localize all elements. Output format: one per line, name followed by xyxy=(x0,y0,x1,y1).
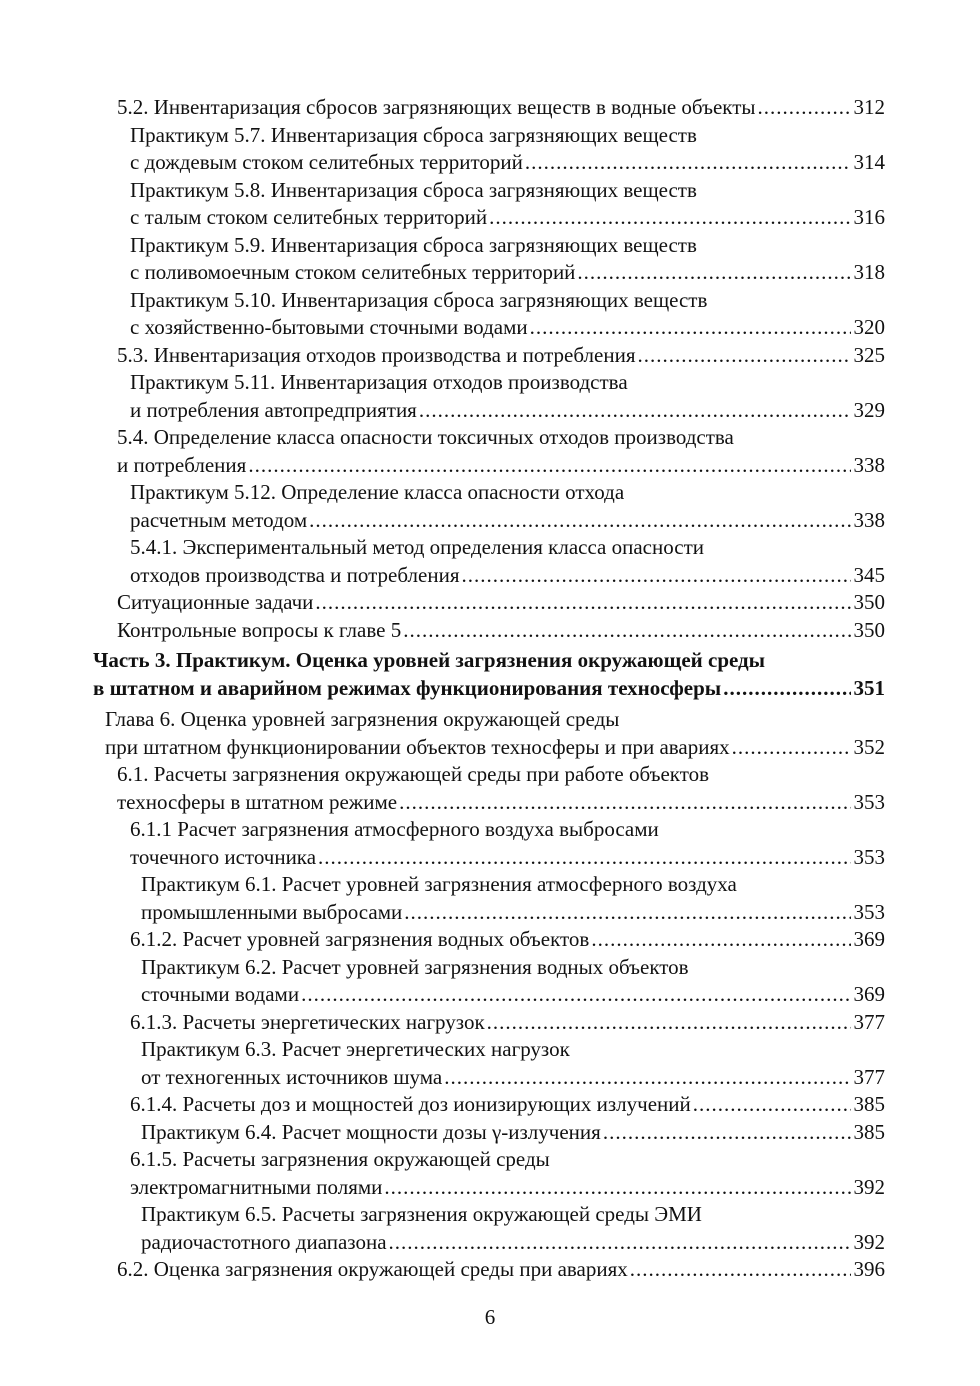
toc-entry[interactable] xyxy=(93,674,885,702)
toc-entry-title: промышленными выбросами xyxy=(141,899,403,924)
dot-leader xyxy=(757,93,850,121)
toc-page-number: 320 xyxy=(853,315,885,339)
dot-leader xyxy=(399,788,850,816)
toc-page-number: 352 xyxy=(853,734,885,759)
dot-leader xyxy=(591,925,850,953)
toc-entry[interactable] xyxy=(130,203,885,231)
toc-entry-line: 5.4. Определение класса опасности токсичных отходов производства xyxy=(117,425,734,449)
toc-entry[interactable] xyxy=(117,341,885,369)
dot-leader xyxy=(723,674,850,702)
toc-entry-title: расчетным методом xyxy=(130,507,308,532)
toc-entry-line: 6.1.5. Расчеты загрязнения окружающей среды xyxy=(130,1147,550,1171)
toc-page-number: 350 xyxy=(853,617,885,642)
toc-page-number: 392 xyxy=(853,1174,885,1199)
toc-entry[interactable] xyxy=(141,898,885,926)
toc-page-number: 353 xyxy=(853,789,885,814)
toc-entry-title: 5.2. Инвентаризация сбросов загрязняющих веществ в водные объекты xyxy=(117,95,756,119)
toc-entry-line: Практикум 5.9. Инвентаризация сброса загрязняющих веществ xyxy=(130,232,697,257)
dot-leader xyxy=(461,561,850,589)
dot-leader xyxy=(384,1173,850,1201)
toc-page-number: 312 xyxy=(853,95,885,119)
toc-entry-title: при штатном функционировании объектов техносферы и при авариях xyxy=(105,734,730,759)
toc-entry-title: сточными водами xyxy=(141,982,300,1006)
toc-entry-line: Практикум 5.11. Инвентаризация отходов производства xyxy=(130,370,628,394)
dot-leader xyxy=(732,733,851,761)
toc-entry[interactable] xyxy=(130,843,885,871)
dot-leader xyxy=(693,1090,851,1118)
toc-entry-line: 6.1.1 Расчет загрязнения атмосферного воздуха выбросами xyxy=(130,817,659,841)
page-number: 6 xyxy=(484,1305,496,1329)
toc-entry-title: с поливомоечным стоком селитебных территорий xyxy=(130,260,576,284)
dot-leader xyxy=(404,898,850,926)
toc-entry-title: 6.2. Оценка загрязнения окружающей среды при авариях xyxy=(117,1257,628,1281)
toc-entry-title: и потребления xyxy=(117,452,247,477)
dot-leader xyxy=(318,843,850,871)
dot-leader xyxy=(403,616,850,644)
dot-leader xyxy=(489,203,850,231)
toc-entry-title: отходов производства и потребления xyxy=(130,562,460,587)
toc-page-number: 314 xyxy=(853,150,885,174)
dot-leader xyxy=(301,980,850,1008)
toc-entry-line: Часть 3. Практикум. Оценка уровней загрязнения окружающей среды xyxy=(93,648,766,672)
toc-page-number: 396 xyxy=(853,1257,885,1281)
dot-leader xyxy=(577,258,850,286)
toc-entry[interactable] xyxy=(130,925,885,953)
toc-entry-title: 6.1.4. Расчеты доз и мощностей доз ионизирующих излучений xyxy=(130,1092,691,1116)
toc-entry-line: Практикум 5.7. Инвентаризация сброса загрязняющих веществ xyxy=(130,122,697,147)
toc-page-number: 385 xyxy=(853,1119,885,1144)
toc-entry-title: 5.3. Инвентаризация отходов производства и потребления xyxy=(117,342,636,367)
toc-entry[interactable] xyxy=(130,506,885,534)
toc-entry-title: точечного источника xyxy=(130,844,317,869)
toc-entry-title: с дождевым стоком селитебных территорий xyxy=(130,150,523,174)
dot-leader xyxy=(530,313,851,341)
dot-leader xyxy=(525,148,851,176)
toc-entry-line: Практикум 5.8. Инвентаризация сброса загрязняющих веществ xyxy=(130,177,697,202)
toc-entry-title: от техногенных источников шума xyxy=(141,1064,443,1089)
toc-entry[interactable] xyxy=(141,1063,885,1091)
toc-entry[interactable] xyxy=(117,93,885,121)
toc-page-number: 329 xyxy=(853,397,885,422)
toc-entry-line: Практикум 5.10. Инвентаризация сброса загрязняющих веществ xyxy=(130,287,708,312)
toc-entry-title: с хозяйственно-бытовыми сточными водами xyxy=(130,315,528,339)
toc-page-number: 353 xyxy=(853,844,885,869)
toc-page-number: 377 xyxy=(853,1064,885,1089)
toc-entry[interactable] xyxy=(117,616,885,644)
toc-page-number: 345 xyxy=(853,562,885,587)
toc-entry-title: Ситуационные задачи xyxy=(117,590,314,614)
toc-entry-title: техносферы в штатном режиме xyxy=(117,789,398,814)
toc-entry-line: Практикум 6.3. Расчет энергетических нагрузок xyxy=(141,1037,570,1061)
toc-page-number: 325 xyxy=(853,342,885,367)
toc-entry[interactable] xyxy=(141,1118,885,1146)
toc-entry-title: радиочастотного диапазона xyxy=(141,1229,387,1254)
toc-entry-title: 6.1.3. Расчеты энергетических нагрузок xyxy=(130,1009,485,1034)
toc-entry-title: Практикум 6.4. Расчет мощности дозы γ-излучения xyxy=(141,1119,601,1144)
toc-entry[interactable] xyxy=(117,588,885,616)
toc-entry-line: Практикум 5.12. Определение класса опасности отхода xyxy=(130,480,625,504)
toc-page-number: 338 xyxy=(853,452,885,477)
toc-page-number: 385 xyxy=(853,1092,885,1116)
toc-entry[interactable] xyxy=(141,980,885,1008)
toc-page-number: 353 xyxy=(853,899,885,924)
toc-entry-title: Контрольные вопросы к главе 5 xyxy=(117,617,402,642)
toc-page-number: 369 xyxy=(853,927,885,951)
toc-entry[interactable] xyxy=(130,1090,885,1118)
dot-leader xyxy=(487,1008,851,1036)
toc-entry[interactable] xyxy=(117,451,885,479)
toc-page-number: 392 xyxy=(853,1229,885,1254)
toc-page-number: 351 xyxy=(853,675,885,700)
dot-leader xyxy=(315,588,850,616)
toc-entry[interactable] xyxy=(130,396,885,424)
dot-leader xyxy=(309,506,850,534)
dot-leader xyxy=(630,1255,851,1283)
dot-leader xyxy=(389,1228,851,1256)
dot-leader xyxy=(248,451,850,479)
dot-leader xyxy=(419,396,851,424)
toc-entry[interactable] xyxy=(117,1255,885,1283)
toc-entry-line: Практикум 6.1. Расчет уровней загрязнения атмосферного воздуха xyxy=(141,872,737,896)
toc-entry[interactable] xyxy=(130,1008,885,1036)
toc-entry[interactable] xyxy=(130,561,885,589)
toc-entry-line: Практикум 6.5. Расчеты загрязнения окружающей среды ЭМИ xyxy=(141,1202,702,1226)
toc-page-number: 350 xyxy=(853,590,885,614)
toc-entry[interactable] xyxy=(130,258,885,286)
toc-entry-title: электромагнитными полями xyxy=(130,1174,383,1199)
toc-page-number: 318 xyxy=(853,260,885,284)
toc-entry-title: с талым стоком селитебных территорий xyxy=(130,205,488,229)
toc-entry-title: и потребления автопредприятия xyxy=(130,397,417,422)
toc-entry[interactable] xyxy=(141,1228,885,1256)
toc-entry-line: Практикум 6.2. Расчет уровней загрязнения водных объектов xyxy=(141,954,689,979)
toc-entry[interactable] xyxy=(130,313,885,341)
toc-page-number: 369 xyxy=(853,982,885,1006)
toc-page-number: 316 xyxy=(853,205,885,229)
toc-entry-line: 6.1. Расчеты загрязнения окружающей среды при работе объектов xyxy=(117,762,710,786)
toc-entry-line: 5.4.1. Экспериментальный метод определения класса опасности xyxy=(130,535,705,559)
toc-page-number: 377 xyxy=(853,1009,885,1034)
toc-entry-title: в штатном и аварийном режимах функционирования техносферы xyxy=(93,675,722,700)
toc-page-number: 338 xyxy=(853,507,885,532)
toc-entry[interactable] xyxy=(130,148,885,176)
toc-entry-line: Глава 6. Оценка уровней загрязнения окружающей среды xyxy=(105,707,620,731)
toc-entry[interactable] xyxy=(130,1173,885,1201)
dot-leader xyxy=(637,341,850,369)
dot-leader xyxy=(603,1118,851,1146)
toc-entry[interactable] xyxy=(105,733,885,761)
toc-entry-title: 6.1.2. Расчет уровней загрязнения водных объектов xyxy=(130,927,590,951)
dot-leader xyxy=(444,1063,850,1091)
toc-entry[interactable] xyxy=(117,788,885,816)
